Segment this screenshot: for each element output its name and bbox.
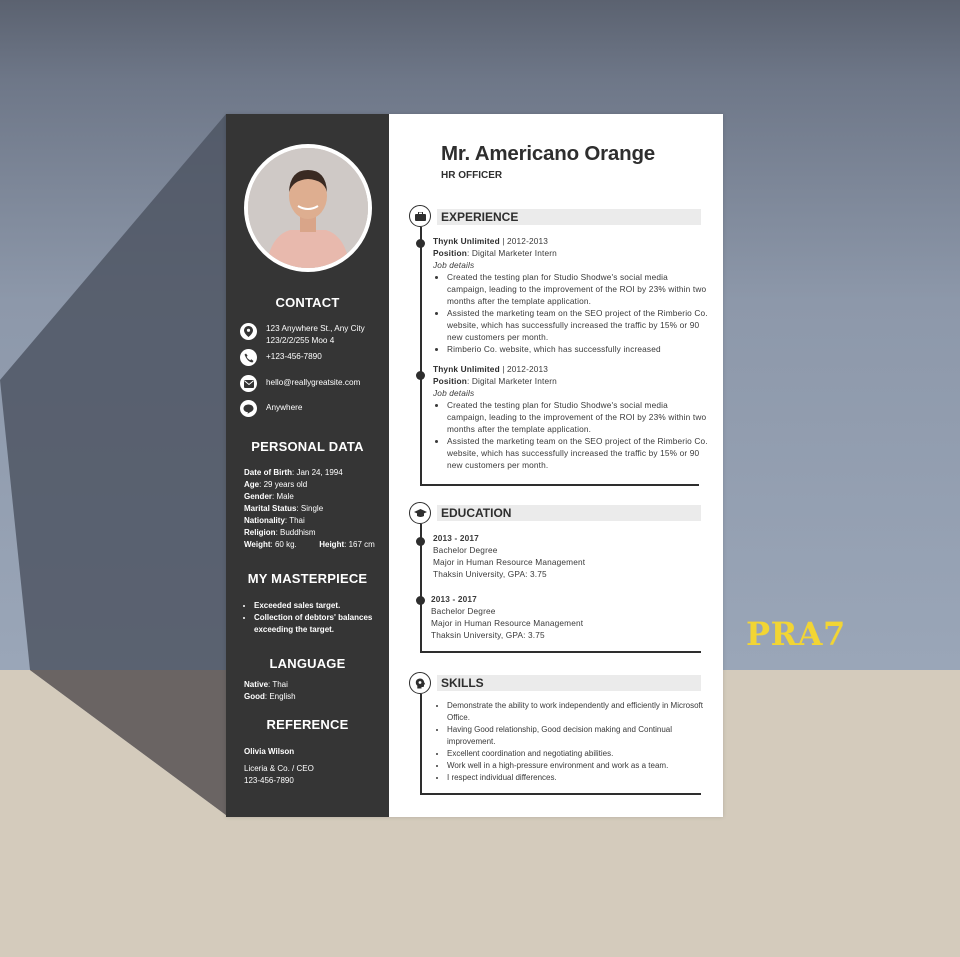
head-gear-icon — [409, 672, 431, 694]
email-text: hello@reallygreatsite.com — [266, 378, 361, 387]
masterpiece-list — [244, 600, 394, 636]
resume-sidebar — [226, 114, 389, 817]
list-item: • Demonstrate the ability to work independently and efficiently in Microsoft Office. — [447, 700, 717, 724]
reference-phone: 123-456-7890 — [244, 776, 294, 785]
job-2-position: Position: Digital Marketer Intern — [433, 376, 557, 386]
edu-2-school: Thaksin University, GPA: 3.75 — [431, 630, 545, 640]
list-item: • Excellent coordination and negotiating abilities. — [447, 748, 717, 760]
nationality-line: Nationality: Thai — [244, 516, 305, 525]
edu-2-major: Major in Human Resource Management — [431, 618, 584, 628]
education-heading: EDUCATION — [441, 506, 512, 520]
list-item: • Rimberio Co. website, which has successfully increased — [447, 343, 709, 355]
personal-data-heading: PERSONAL DATA — [251, 439, 364, 454]
masterpiece-heading: MY MASTERPIECE — [247, 571, 368, 586]
person-avatar-icon — [248, 148, 368, 268]
reference-heading: REFERENCE — [266, 717, 349, 732]
edu-2-degree: Bachelor Degree — [431, 606, 496, 616]
reference-name: Olivia Wilson — [244, 747, 295, 756]
age-line: Age: 29 years old — [244, 480, 308, 489]
timeline-dot — [416, 239, 425, 248]
contact-phone — [240, 349, 322, 366]
language-heading: LANGUAGE — [269, 656, 346, 671]
timeline-dot — [416, 596, 425, 605]
list-item: • Assisted the marketing team on the SEO project of the Rimberio Co. website, which has successfully increased the traffic by 15% or 90 new customers per month. — [447, 435, 709, 471]
phone-text: +123-456-7890 — [266, 352, 322, 361]
list-item: • Work well in a high-pressure environment and work as a team. — [447, 760, 717, 772]
good-language-line: Good: English — [244, 692, 296, 701]
weight-height-line: Weight: 60 kg. Height: 167 cm — [244, 540, 375, 549]
education-underline — [420, 651, 701, 653]
list-item: • I respect individual differences. — [447, 772, 717, 784]
job-2-bullets — [433, 399, 709, 471]
chat-bubble-icon — [240, 400, 257, 417]
marital-line: Marital Status: Single — [244, 504, 324, 513]
profile-photo — [244, 144, 372, 272]
experience-timeline — [420, 227, 422, 485]
resume-main — [389, 114, 723, 817]
graduation-cap-icon — [409, 502, 431, 524]
list-item: • Exceeded sales target. — [254, 600, 394, 612]
list-item: • Having Good relationship, Good decision making and Continual improvement. — [447, 724, 717, 748]
contact-heading: CONTACT — [275, 295, 340, 310]
skills-list — [433, 700, 717, 784]
job-1-position: Position: Digital Marketer Intern — [433, 248, 557, 258]
list-item: • Collection of debtors' balances exceeding the target. — [254, 612, 394, 636]
job-2-header: Thynk Unlimited | 2012-2013 — [433, 364, 549, 374]
address-line-1: 123 Anywhere St., Any City — [266, 324, 365, 333]
edu-1-years: 2013 - 2017 — [433, 533, 479, 543]
gender-line: Gender: Male — [244, 492, 294, 501]
job-1-bullets — [433, 271, 709, 355]
dob-line: Date of Birth: Jan 24, 1994 — [244, 468, 343, 477]
list-item: • Assisted the marketing team on the SEO project of the Rimberio Co. website, which has successfully increased the traffic by 15% or 90 new customers per month. — [447, 307, 709, 343]
list-item: • Created the testing plan for Studio Shodwe's social media campaign, leading to the improvement of the ROI by 23% within two months after the template application. — [447, 271, 709, 307]
location-pin-icon — [240, 323, 257, 340]
timeline-dot — [416, 371, 425, 380]
experience-heading: EXPERIENCE — [441, 210, 519, 224]
job-1-details-label: Job details — [433, 260, 475, 270]
job-2-details-label: Job details — [433, 388, 475, 398]
timeline-dot — [416, 537, 425, 546]
reference-company: Liceria & Co. / CEO — [244, 764, 314, 773]
contact-line — [240, 400, 302, 417]
line-text: Anywhere — [266, 403, 303, 412]
brand-watermark: PRA7 — [746, 615, 846, 653]
candidate-role: HR OFFICER — [441, 170, 503, 181]
skills-heading: SKILLS — [441, 676, 484, 690]
edu-2-years: 2013 - 2017 — [431, 594, 477, 604]
list-item: • Created the testing plan for Studio Shodwe's social media campaign, leading to the improvement of the ROI by 23% within two months after the template application. — [447, 399, 709, 435]
skills-underline — [420, 793, 701, 795]
edu-1-major: Major in Human Resource Management — [433, 557, 586, 567]
phone-icon — [240, 349, 257, 366]
job-1-header: Thynk Unlimited | 2012-2013 — [433, 236, 549, 246]
edu-1-school: Thaksin University, GPA: 3.75 — [433, 569, 547, 579]
resume-page — [226, 114, 723, 817]
contact-address — [240, 323, 365, 347]
experience-underline — [420, 484, 699, 486]
native-language-line: Native: Thai — [244, 680, 288, 689]
address-line-2: 123/2/2/255 Moo 4 — [266, 336, 335, 345]
religion-line: Religion: Buddhism — [244, 528, 316, 537]
edu-1-degree: Bachelor Degree — [433, 545, 498, 555]
candidate-name: Mr. Americano Orange — [441, 142, 655, 165]
briefcase-icon — [409, 205, 431, 227]
skills-timeline — [420, 694, 422, 794]
email-icon — [240, 375, 257, 392]
contact-email — [240, 375, 360, 392]
